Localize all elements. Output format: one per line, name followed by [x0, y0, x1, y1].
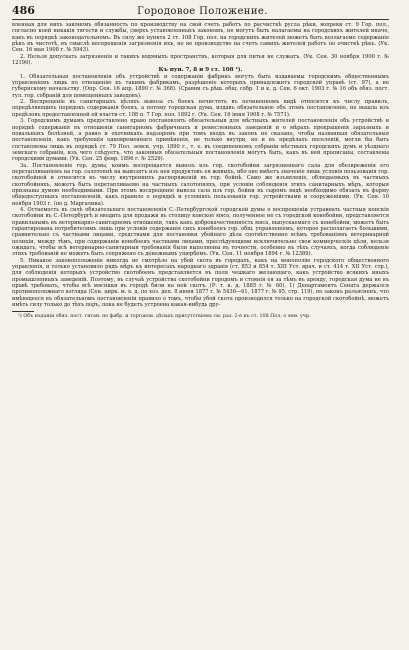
paragraph: 3. Городскимъ думамъ предоставлено право постановлять обязательныя для мѣстныхъ жителей постановленія объ устройствѣ и порядкѣ содержанія въ отношеніи санитарномъ фабричныхъ и ремесленныхъ заведеній и о мѣрахъ прекращенія заразныхъ и повальныхъ болѣзней, а равно и охотникахъ надзоромъ при томъ входъ въ законъ не сказано, чтобы названныя обязательныя постановленія, какъ требующія одновременнаго примѣненія, не только внутри, но и въ предѣлахъ поселеній, могли бы быть составляемы лишь въ порядкѣ ст. 79 Пол. земск. учр. 1890 г., т. е. въ соединенномъ собраніи мѣстныхъ городскихъ думъ и уѣзднаго земскаго собранія, изъ чего слѣдуетъ, что законныя обязательныя постановленія могутъ быть, какъ въ ней прописаны, составлены городскими думами. (Ук. Сен. 25 февр. 1896 г. № 2529). — [12, 118, 389, 163]
footnote-divider — [12, 311, 34, 312]
paragraph: 3а. Постановленіе гор. думы, коимъ воспрещается вывозъ изъ гор. скотобойни загрязненнаго сала для обезвреженія его перетапливаніемъ на гор. салотопнѣ на вывозятъ изъ нея продуктовъ ея живыхъ, ибо оно имѣетъ значеніе лишь условія пользованія гор. скотобойней и относится къ числу внутреннихъ распоряженій въ гор. бойнѣ. Само же изъявленіе, облюдаемыхъ въ частныхъ скотобойняхъ, можетъ быть перетапливаемо на частныхъ салотопняхъ, при условіи соблюденія этихъ санитарныхъ мѣръ, которыя признаны думою необходимыми. При этомъ воспрещеніе вывоза сала изъ гор. бойни въ сыромъ видѣ необходимо обязать въ форму общедоступныхъ постановленій, какъ правило о порядкѣ и условіяхъ пользованія гор. устройствами и сооруженіями. (Ук. Сен. 10 ноября 1903 г. (по д. Маргалина). — [12, 162, 389, 207]
footnote-text: ¹) Объ изданіи обяз. пост. гиган. по фабр. и торговли. дѣлахъ присутствіемъ см. раз. 2-е къ ст. 108 Пол. о зем. учр. — [18, 314, 311, 320]
page-header — [12, 4, 389, 20]
page-number: 486 — [12, 4, 35, 17]
running-title: Городовое Положение. — [137, 6, 268, 17]
paragraph: 2. Нельзя допускать загрязненія и такихъ водяныхъ пространствъ, которыя для питья не служатъ. (Ук. Сен. 30 ноября 1900 г. № 12190). — [12, 53, 389, 67]
paragraph: 2. Воспрещеніе въ санитарныхъ цѣляхъ вывоза съ боенъ нечистотъ въ печиненномъ видѣ относится къ числу правилъ, опредѣляющихъ порядокъ содержанія боенъ, а потому городская дума, издавъ обязательное объ этомъ постановленіе, не вышла изъ предѣловъ предоставленной ей власти ст. 108 п. 7 Гор. пол. 1892 г. (Ук. Сен. 16 іюня 1908 г. № 7571). — [12, 99, 389, 118]
footnote — [12, 314, 389, 320]
paragraph: 5. Никакое законоположеніе никогда не смотрѣло на убой скота въ городахъ, какъ на монополію городского общественного управленія, и только установило рядъ мѣръ къ интересахъ народнаго здравія (ст. 853 и 854 т. XIII Уст. врач. и ст. 414 т. XII Уст. стр.), для соблюденія которыхъ устройство скотобоенъ представляется въ поля чешкаго желающаго, какъ устройство всякихъ иныхъ промышленныхъ заведеній. Поэтому, въ случаѣ устройства скотобойни городомъ и стоянія ея за тѣмъ въ аренду, городская дума не въ правѣ требовать, чтобы всѣ мясники въ городѣ били на ней скотъ. (Р. т. к. д. 1885 г. № 60). 1) Департаментъ Сената держался противоположнаго взгляда (Сен. цирк. м. в. д. по хоз. деп. 8 июня 1877 г. № 5436—61, 1877 г. № 95, стр. 119), по законъ разъясненъ, что имѣющееся въ обязательномъ постановленіи правило о томъ, чтобы убой скота производился только на городской скотобойнѣ, можетъ имѣть силу только до тѣхъ поръ, пока не будетъ устроена какая-нибудь дру- — [12, 257, 389, 309]
paragraph: 4. Остаемость въ силѣ обязательнаго постановленія С.-Петербургской городской думы о воспрещеніи устраивать частныя конскія скотобойни въ С.-Петербургѣ и вводить для продажи въ столицу конское мясо, полученное не съ городской конебойни, представляется правильнымъ въ ветеринарно-санитарномъ отношеніи, такъ какъ доброкачественность мяса, выпускаемаго съ конебойни, можетъ быть гарантирована потребителямъ лишь при условіи содержанія сихъ конебоенъ гор. общ. управленіемъ, которое располагаетъ большими, сравнительно съ частными лицами, средствами для постановки убойнаго дѣла соотвѣтственно всѣмъ требованіямъ ветеринарной полиціи, между тѣмъ, при содержаніи конебоенъ частными лицами, преслѣдующими исключительно свои коммерческія цѣли, нельзя ожидать, чтобы всѣ ветеринарно-санитарныя требованія были выполнены въ точности, особенно въ тѣхъ случаяхъ, когда соблюденіе этихъ требованій не можетъ быть сопряжено съ денежнымъ ущербомъ. (Ук. Сен. 11 ноября 1894 г. № 12389). — [12, 206, 389, 258]
paragraph: 1. Обязательныя постановленія объ устройствѣ и содержаніи фабрикъ могутъ быть издаваемы городскимъ общественнымъ управленіемъ лишь по отношенію къ такимъ фабрикамъ, разрѣшеніе которыхъ принадлежитъ городской управѣ (ст. 97), а не губернскому начальству. (Опр. Сен. 16 апр. 1890 г. № 368). (Сравни съ рѣш. общ. собр. 1 и к. д. Сен. 6 окт. 1903 г. № 16 объ обяз. пост. тул. гор. собраній для помещенныхъ заводовъ). — [12, 73, 389, 99]
body-text — [12, 22, 389, 308]
section-heading: Къ пун. 7, 8 и 9 ст. 108 ¹). — [158, 66, 243, 73]
paragraph: вленная для нихъ закономъ обязанность по производству на свой счетъ работъ по расчисткѣ русла рѣки, вопреки ст. 9 Гор. пол., согласно коей никакія тягости и службы, сверхъ установленныхъ закономъ, не могутъ быть налагаемы на городскихъ жителей иначе, какъ въ порядкѣ законодательномъ. Въ силу же пункта 2 ст. 108 Гор. пол. на городскихъ жителей можетъ быть возлагаемо содержаніе рѣкъ въ чистотѣ, въ смыслѣ воспрещенія загрязненія ихъ, но не производство на счетъ самихъ жителей работъ по очисткѣ рѣкъ. (Ук. Сен. 16 мая 1908 г. № 5943). — [12, 22, 389, 54]
